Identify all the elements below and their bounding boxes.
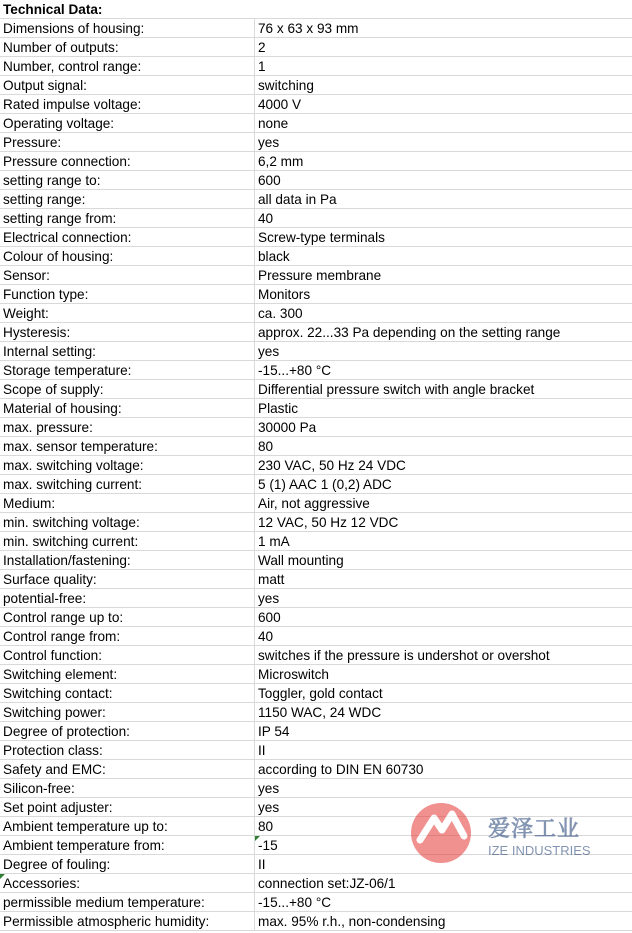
table-row	[0, 874, 632, 893]
property-value: ca. 300	[258, 306, 303, 321]
property-value: 12 VAC, 50 Hz 12 VDC	[258, 515, 399, 530]
property-value: yes	[258, 800, 280, 815]
property-value: 6,2 mm	[258, 154, 304, 169]
property-value: 30000 Pa	[258, 420, 317, 435]
property-value: 40	[258, 629, 274, 644]
table-row	[0, 114, 632, 133]
property-label: Control range from:	[0, 627, 255, 645]
property-value: Monitors	[258, 287, 311, 302]
property-label: Colour of housing:	[0, 247, 255, 265]
property-value: black	[258, 249, 290, 264]
property-value: Differential pressure switch with angle bracket	[258, 382, 535, 397]
table-row	[0, 152, 632, 171]
property-label: setting range to:	[0, 171, 255, 189]
property-value: IP 54	[258, 724, 290, 739]
property-label: Number of outputs:	[0, 38, 255, 56]
property-value: yes	[258, 781, 280, 796]
property-label: Dimensions of housing:	[0, 19, 255, 37]
property-value: none	[258, 116, 289, 131]
table-row	[0, 494, 632, 513]
property-value: max. 95% r.h., non-condensing	[258, 914, 446, 929]
property-value: switching	[258, 78, 314, 93]
property-value: 600	[258, 610, 281, 625]
table-row	[0, 19, 632, 38]
property-label: Electrical connection:	[0, 228, 255, 246]
property-label: max. sensor temperature:	[0, 437, 255, 455]
property-label: Medium:	[0, 494, 255, 512]
property-label: Function type:	[0, 285, 255, 303]
table-row	[0, 285, 632, 304]
property-label: Accessories:	[0, 874, 255, 892]
table-row	[0, 798, 632, 817]
property-value: Microswitch	[258, 667, 329, 682]
property-label: potential-free:	[0, 589, 255, 607]
table-row	[0, 570, 632, 589]
property-value: Air, not aggressive	[258, 496, 370, 511]
property-label: Hysteresis:	[0, 323, 255, 341]
property-value: Pressure membrane	[258, 268, 382, 283]
property-label: Control range up to:	[0, 608, 255, 626]
property-value: II	[258, 857, 266, 872]
property-value: II	[258, 743, 266, 758]
table-row	[0, 266, 632, 285]
table-row	[0, 836, 632, 855]
table-row	[0, 190, 632, 209]
property-value: matt	[258, 572, 285, 587]
table-row	[0, 665, 632, 684]
table-row	[0, 209, 632, 228]
property-label: max. switching voltage:	[0, 456, 255, 474]
property-label: Number, control range:	[0, 57, 255, 75]
property-label: min. switching voltage:	[0, 513, 255, 531]
table-row	[0, 171, 632, 190]
property-value: according to DIN EN 60730	[258, 762, 424, 777]
property-label: Operating voltage:	[0, 114, 255, 132]
table-row	[0, 456, 632, 475]
property-label: Switching element:	[0, 665, 255, 683]
table-row	[0, 399, 632, 418]
property-label: Safety and EMC:	[0, 760, 255, 778]
property-label: Control function:	[0, 646, 255, 664]
table-row	[0, 38, 632, 57]
table-row	[0, 589, 632, 608]
property-value: Screw-type terminals	[258, 230, 385, 245]
property-value: 40	[258, 211, 274, 226]
property-label: Ambient temperature up to:	[0, 817, 255, 835]
table-row	[0, 513, 632, 532]
table-row	[0, 551, 632, 570]
table-row	[0, 646, 632, 665]
table-row	[0, 741, 632, 760]
property-value: -15	[255, 836, 632, 854]
property-label: Switching power:	[0, 703, 255, 721]
property-value: yes	[258, 344, 280, 359]
property-value: yes	[258, 135, 280, 150]
property-value: 2	[258, 40, 266, 55]
property-label: Switching contact:	[0, 684, 255, 702]
property-value: connection set:JZ-06/1	[258, 876, 396, 891]
property-label: Storage temperature:	[0, 361, 255, 379]
property-label: setting range from:	[0, 209, 255, 227]
table-row	[0, 817, 632, 836]
table-row	[0, 627, 632, 646]
property-value: 1	[258, 59, 266, 74]
table-row	[0, 855, 632, 874]
table-row	[0, 684, 632, 703]
data-rows	[0, 19, 632, 931]
property-value: Plastic	[258, 401, 299, 416]
property-label: Protection class:	[0, 741, 255, 759]
property-label: Weight:	[0, 304, 255, 322]
table-row	[0, 380, 632, 399]
table-row	[0, 893, 632, 912]
property-label: setting range:	[0, 190, 255, 208]
table-row	[0, 760, 632, 779]
property-value: 230 VAC, 50 Hz 24 VDC	[258, 458, 406, 473]
table-row	[0, 247, 632, 266]
property-label: Permissible atmospheric humidity:	[0, 912, 255, 930]
cell-comment-marker	[255, 836, 260, 841]
property-value: -15...+80 °C	[258, 363, 332, 378]
property-value: 5 (1) AAC 1 (0,2) ADC	[258, 477, 392, 492]
table-row	[0, 228, 632, 247]
table-row	[0, 912, 632, 931]
property-label: Degree of fouling:	[0, 855, 255, 873]
property-label: max. pressure:	[0, 418, 255, 436]
watermark-cn: 爱泽工业	[488, 816, 581, 841]
property-value: Toggler, gold contact	[258, 686, 383, 701]
table-row	[0, 437, 632, 456]
table-row	[0, 703, 632, 722]
property-label: Silicon-free:	[0, 779, 255, 797]
property-label: Pressure:	[0, 133, 255, 151]
table-row	[0, 76, 632, 95]
property-value: 80	[258, 819, 274, 834]
property-label: Installation/fastening:	[0, 551, 255, 569]
table-row	[0, 57, 632, 76]
table-row	[0, 722, 632, 741]
property-label: Rated impulse voltage:	[0, 95, 255, 113]
property-label: Ambient temperature from:	[0, 836, 255, 854]
table-row	[0, 532, 632, 551]
property-value: -15...+80 °C	[258, 895, 332, 910]
property-label: Material of housing:	[0, 399, 255, 417]
property-label: max. switching current:	[0, 475, 255, 493]
property-label: min. switching current:	[0, 532, 255, 550]
property-label: Surface quality:	[0, 570, 255, 588]
property-value: all data in Pa	[258, 192, 337, 207]
property-label: Set point adjuster:	[0, 798, 255, 816]
table-row	[0, 133, 632, 152]
cell-comment-marker	[0, 874, 5, 879]
table-row	[0, 323, 632, 342]
property-label: Output signal:	[0, 76, 255, 94]
property-value: 1150 WAC, 24 WDC	[258, 705, 382, 720]
table-row	[0, 342, 632, 361]
property-value: 1 mA	[258, 534, 290, 549]
sheet-title: Technical Data:	[3, 2, 103, 17]
header-row	[0, 0, 632, 19]
property-label: Pressure connection:	[0, 152, 255, 170]
property-label: Degree of protection:	[0, 722, 255, 740]
property-value: yes	[258, 591, 280, 606]
property-value: 76 x 63 x 93 mm	[258, 21, 359, 36]
table-row	[0, 304, 632, 323]
property-label: Sensor:	[0, 266, 255, 284]
table-row	[0, 95, 632, 114]
watermark-en: IZE INDUSTRIES	[488, 843, 591, 858]
property-label: Scope of supply:	[0, 380, 255, 398]
table-row	[0, 608, 632, 627]
table-row	[0, 418, 632, 437]
table-row	[0, 475, 632, 494]
property-value: switches if the pressure is undershot or overshot	[258, 648, 550, 663]
table-row	[0, 361, 632, 380]
property-value: Wall mounting	[258, 553, 344, 568]
property-label: Internal setting:	[0, 342, 255, 360]
property-value: 4000 V	[258, 97, 302, 112]
table-row	[0, 779, 632, 798]
property-value: approx. 22...33 Pa depending on the setting range	[258, 325, 561, 340]
property-label: permissible medium temperature:	[0, 893, 255, 911]
property-value: 80	[258, 439, 274, 454]
property-value: 600	[258, 173, 281, 188]
